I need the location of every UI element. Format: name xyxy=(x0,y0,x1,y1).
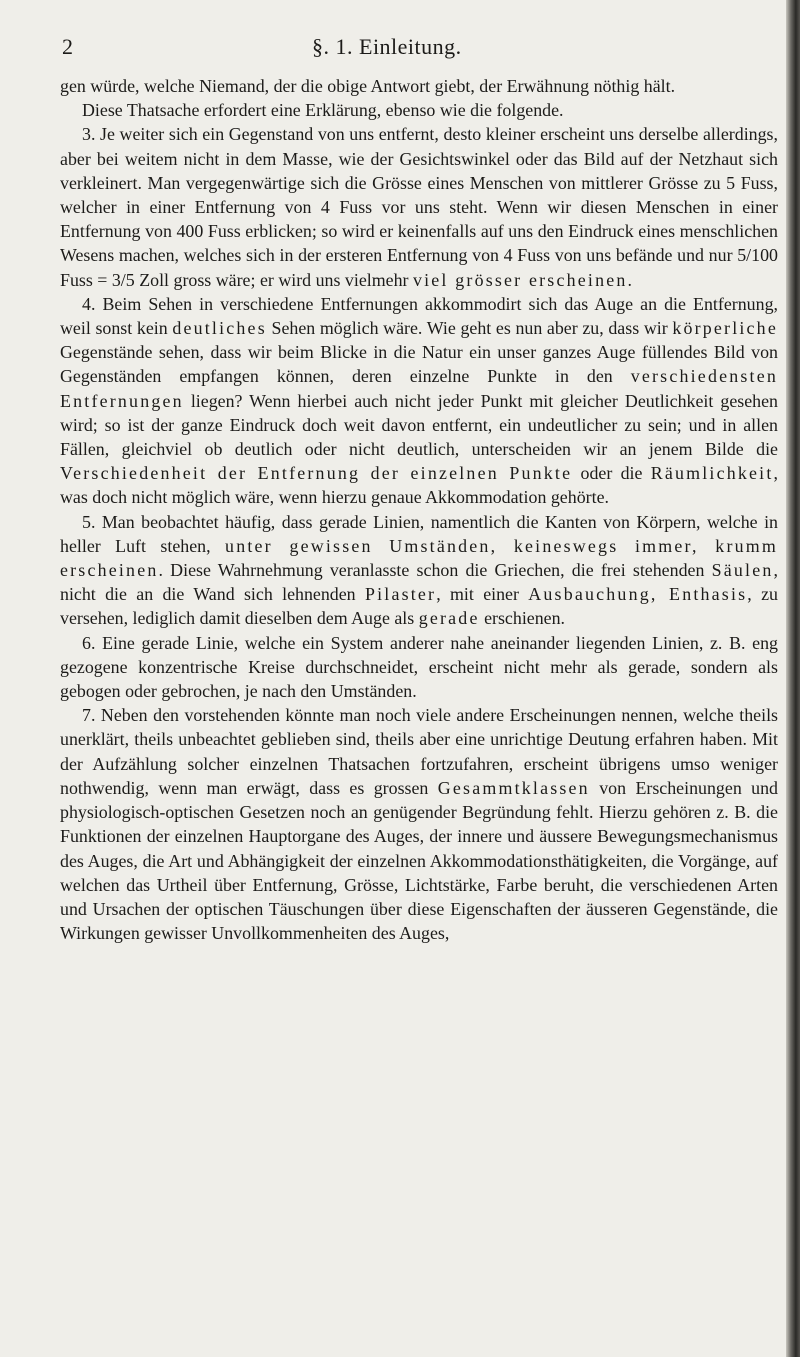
text-run: Zoll gross wäre; er wird uns vielmehr xyxy=(134,269,413,290)
text-run: von Erscheinungen und physiologisch-optischen Gesetzen noch an genügender Begründung fehlt. Hierzu gehören z. B. die Funktionen der einzelnen Hauptorgane des Auges, der innere und äussere Bewegungsmechanismus des Auges, die Art und Abhängigkeit der einzelnen Akkommodationsthätigkeiten, die Vorgänge, auf welchen das Urtheil über Entfernung, Grösse, Lichtstärke, Farbe beruht, die verschiedenen Arten und Ursachen der optischen Täuschungen über diese Eigenschaften der äusseren Gegenstände, die Wirkungen gewisser Unvollkommenheiten des Auges, xyxy=(60,777,778,944)
text-run: 7. Neben den vorstehenden könnte man noch viele andere Erscheinungen nennen, welche theils unerklärt, theils unbeachtet geblieben sind, theils aber eine unrichtige Deutung erfahren haben. Mit der Aufzählung solcher einzelnen Thatsachen fortzufahren, erscheint übrigens umso weniger nothwendig, wenn man erwägt, dass es grossen xyxy=(60,705,778,798)
text-run: liegen? Wenn hierbei auch nicht jeder Punkt mit gleicher Deutlichkeit gesehen wird; so ist der ganze Eindruck doch weit davon entfernt, ein undeutlicher zu sein; und in allen Fällen, gleichviel ob deutlich oder nicht deutlich, unterscheiden wir an jenem Bilde die xyxy=(60,390,778,460)
text-run: 4. Beim Sehen in verschiedene Entfernungen akkommodirt sich das Auge an die Entfernung, weil sonst kein xyxy=(60,293,778,339)
paragraph-continuation xyxy=(60,74,778,98)
paragraph-diese-thatsache xyxy=(60,98,778,122)
text-run: , mit einer xyxy=(436,584,529,605)
spaced-emphasis: viel grösser erscheinen xyxy=(412,269,628,290)
text-run: Gegenstände sehen, dass wir beim Blicke in die Natur ein unser ganzes Auge füllendes Bild von Gegenständen empfangen können, deren einzelne Punkte in den xyxy=(60,342,778,387)
spaced-emphasis: deutliches xyxy=(172,318,267,339)
text-run: Fuss = xyxy=(60,269,112,290)
page-header xyxy=(62,30,778,64)
text-run: oder die xyxy=(572,463,651,484)
paragraph-6 xyxy=(60,631,778,704)
paragraph-3 xyxy=(60,122,778,291)
spaced-emphasis: unter gewissen Umständen, keineswegs immer, krumm erscheinen xyxy=(60,535,778,581)
text-run: , zu versehen, lediglich damit dieselben dem Auge als xyxy=(60,584,778,629)
text-run: , was doch nicht möglich wäre, wenn hierzu genaue Akkommodation gehörte. xyxy=(60,463,778,508)
paragraph-4 xyxy=(60,292,778,510)
spaced-emphasis: Säulen xyxy=(711,560,774,581)
spaced-emphasis: körperliche xyxy=(672,318,778,339)
text-run: gen würde, welche Niemand, der die obige Antwort giebt, der Erwähnung nöthig hält. xyxy=(60,76,676,96)
body-text xyxy=(60,74,778,945)
text-run: . Diese Wahrnehmung veranlasste schon die Griechen, die frei stehenden xyxy=(158,560,712,581)
page-edge-shadow xyxy=(786,0,800,1357)
page-number: 2 xyxy=(62,34,73,59)
paragraph-5 xyxy=(60,510,778,631)
fraction: 5/100 xyxy=(737,245,778,266)
spaced-emphasis: Räumlichkeit xyxy=(650,463,774,484)
spaced-emphasis: gerade xyxy=(418,608,480,629)
text-run: . xyxy=(627,269,632,290)
paragraph-7 xyxy=(60,703,778,945)
text-run: 6. Eine gerade Linie, welche ein System anderer nahe aneinander liegenden Linien, z. B. eng gezogene konzentrische Kreise durchschneidet, erscheint nicht mehr als gerade, sondern als gebogen oder gebrochen, je nach den Umständen. xyxy=(60,632,778,702)
spaced-emphasis: Ausbauchung, Enthasis xyxy=(528,584,748,605)
text-run: 3. Je weiter sich ein Gegenstand von uns entfernt, desto kleiner erscheint uns derselbe allerdings, aber bei weitem nicht in dem Masse, wie der Gesichtswinkel oder das Bild auf der Netzhaut sich verkleinert. Man vergegenwärtige sich die Grösse eines Menschen von mittlerer Grösse zu 5 Fuss, welcher in einer Entfernung von 4 Fuss vor uns steht. Wenn wir diesen Menschen in einer Entfernung von 400 Fuss erblicken; so wird er keinenfalls auf uns den Eindruck eines menschlichen Wesens machen, welches sich in der ersteren Entfernung von 4 Fuss von uns befände und nur xyxy=(60,124,778,266)
fraction: 3/5 xyxy=(111,269,135,290)
running-title: §. 1. Einleitung. xyxy=(312,34,462,59)
spaced-emphasis: Verschiedenheit der Entfernung der einzelnen Punkte xyxy=(60,463,573,484)
text-run: Sehen möglich wäre. Wie geht es nun aber zu, dass wir xyxy=(266,318,673,339)
text-run: erschienen. xyxy=(479,608,566,629)
spaced-emphasis: Pilaster xyxy=(364,584,437,605)
text-run: 5. Man beobachtet häufig, dass gerade Linien, namentlich die Kanten von Körpern, welche in heller Luft stehen, xyxy=(60,511,778,556)
spaced-emphasis: verschiedensten Entfernungen xyxy=(60,366,778,411)
spaced-emphasis: Gesammtklassen xyxy=(437,777,590,798)
text-run: , nicht die an die Wand sich lehnenden xyxy=(60,560,778,605)
text-run: Diese Thatsache erfordert eine Erklärung, ebenso wie die folgende. xyxy=(82,100,564,121)
